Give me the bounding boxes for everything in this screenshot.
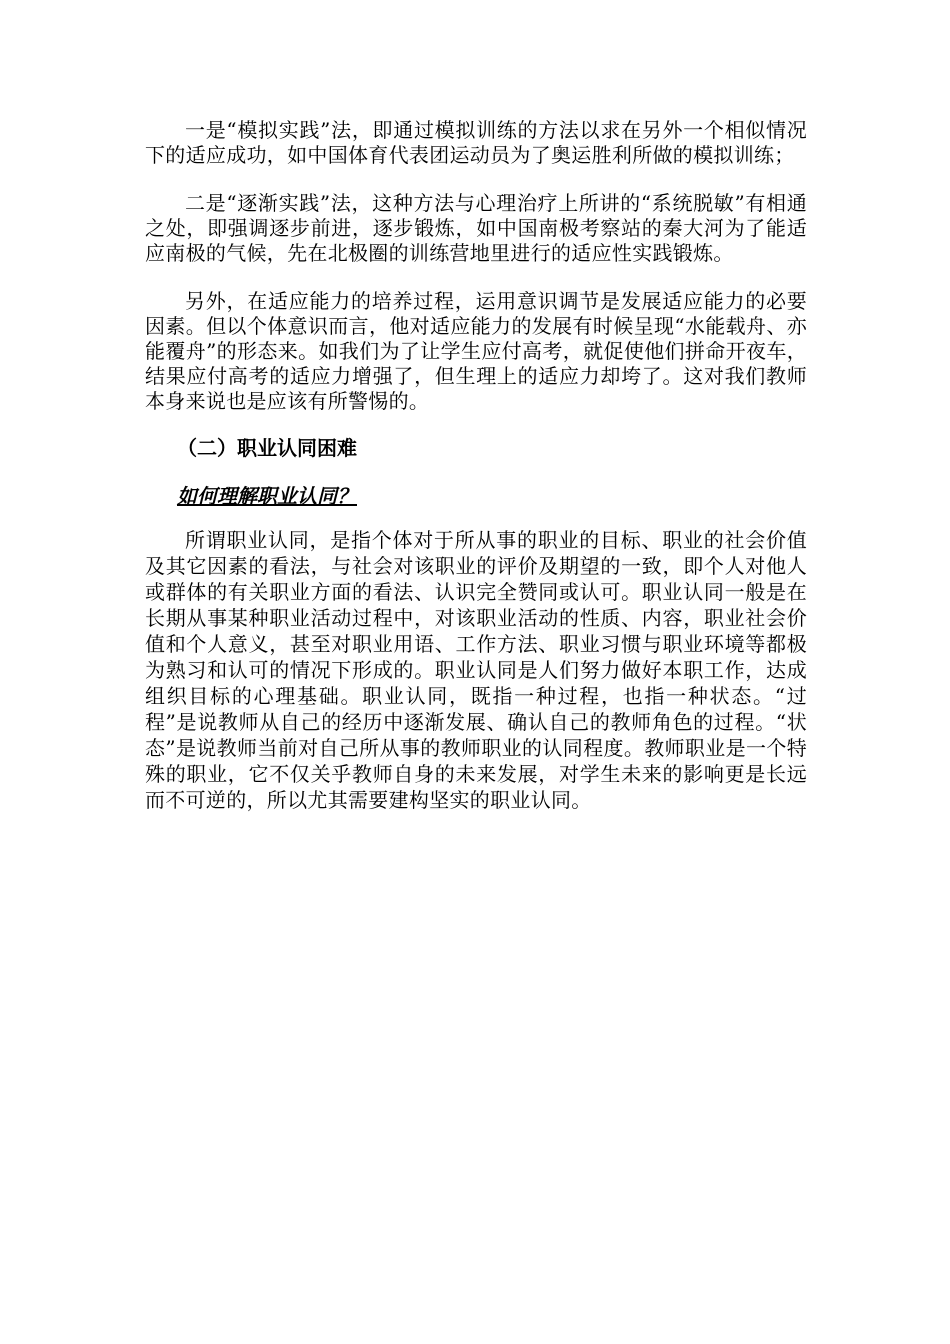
paragraph-gradual-practice: 二是“逐渐实践”法，这种方法与心理治疗上所讲的“系统脱敏”有相通之处，即强调逐步前进，逐步锻炼，如中国南极考察站的秦大河为了能适应南极的气候，先在北极圈的训练营地里进行的适应性实践锻炼。: [145, 191, 807, 265]
paragraph-consciousness-regulation: 另外，在适应能力的培养过程，运用意识调节是发展适应能力的必要因素。但以个体意识而言，他对适应能力的发展有时候呈现“水能载舟、亦能覆舟”的形态来。如我们为了让学生应付高考，就促使他们拼命开夜车，结果应付高考的适应力增强了，但生理上的适应力却垮了。这对我们教师本身来说也是应该有所警惕的。: [145, 289, 807, 413]
paragraph-professional-identity: 所谓职业认同，是指个体对于所从事的职业的目标、职业的社会价值及其它因素的看法，与社会对该职业的评价及期望的一致，即个人对他人或群体的有关职业方面的看法、认识完全赞同或认可。职业认同一般是在长期从事某种职业活动过程中，对该职业活动的性质、内容，职业社会价值和个人意义，甚至对职业用语、工作方法、职业习惯与职业环境等都极为熟习和认可的情况下形成的。职业认同是人们努力做好本职工作，达成组织目标的心理基础。职业认同，既指一种过程，也指一种状态。“过程”是说教师从自己的经历中逐渐发展、确认自己的教师角色的过程。“状态”是说教师当前对自己所从事的教师职业的认同程度。教师职业是一个特殊的职业，它不仅关乎教师自身的未来发展，对学生未来的影响更是长远而不可逆的，所以尤其需要建构坚实的职业认同。: [145, 528, 807, 812]
paragraph-simulated-practice: 一是“模拟实践”法，即通过模拟训练的方法以求在另外一个相似情况下的适应成功，如中国体育代表团运动员为了奥运胜利所做的模拟训练；: [145, 118, 807, 167]
document-page: [145, 118, 807, 813]
section-subheading: 如何理解职业认同？: [177, 484, 357, 508]
section-heading: （二）职业认同困难: [177, 436, 357, 460]
